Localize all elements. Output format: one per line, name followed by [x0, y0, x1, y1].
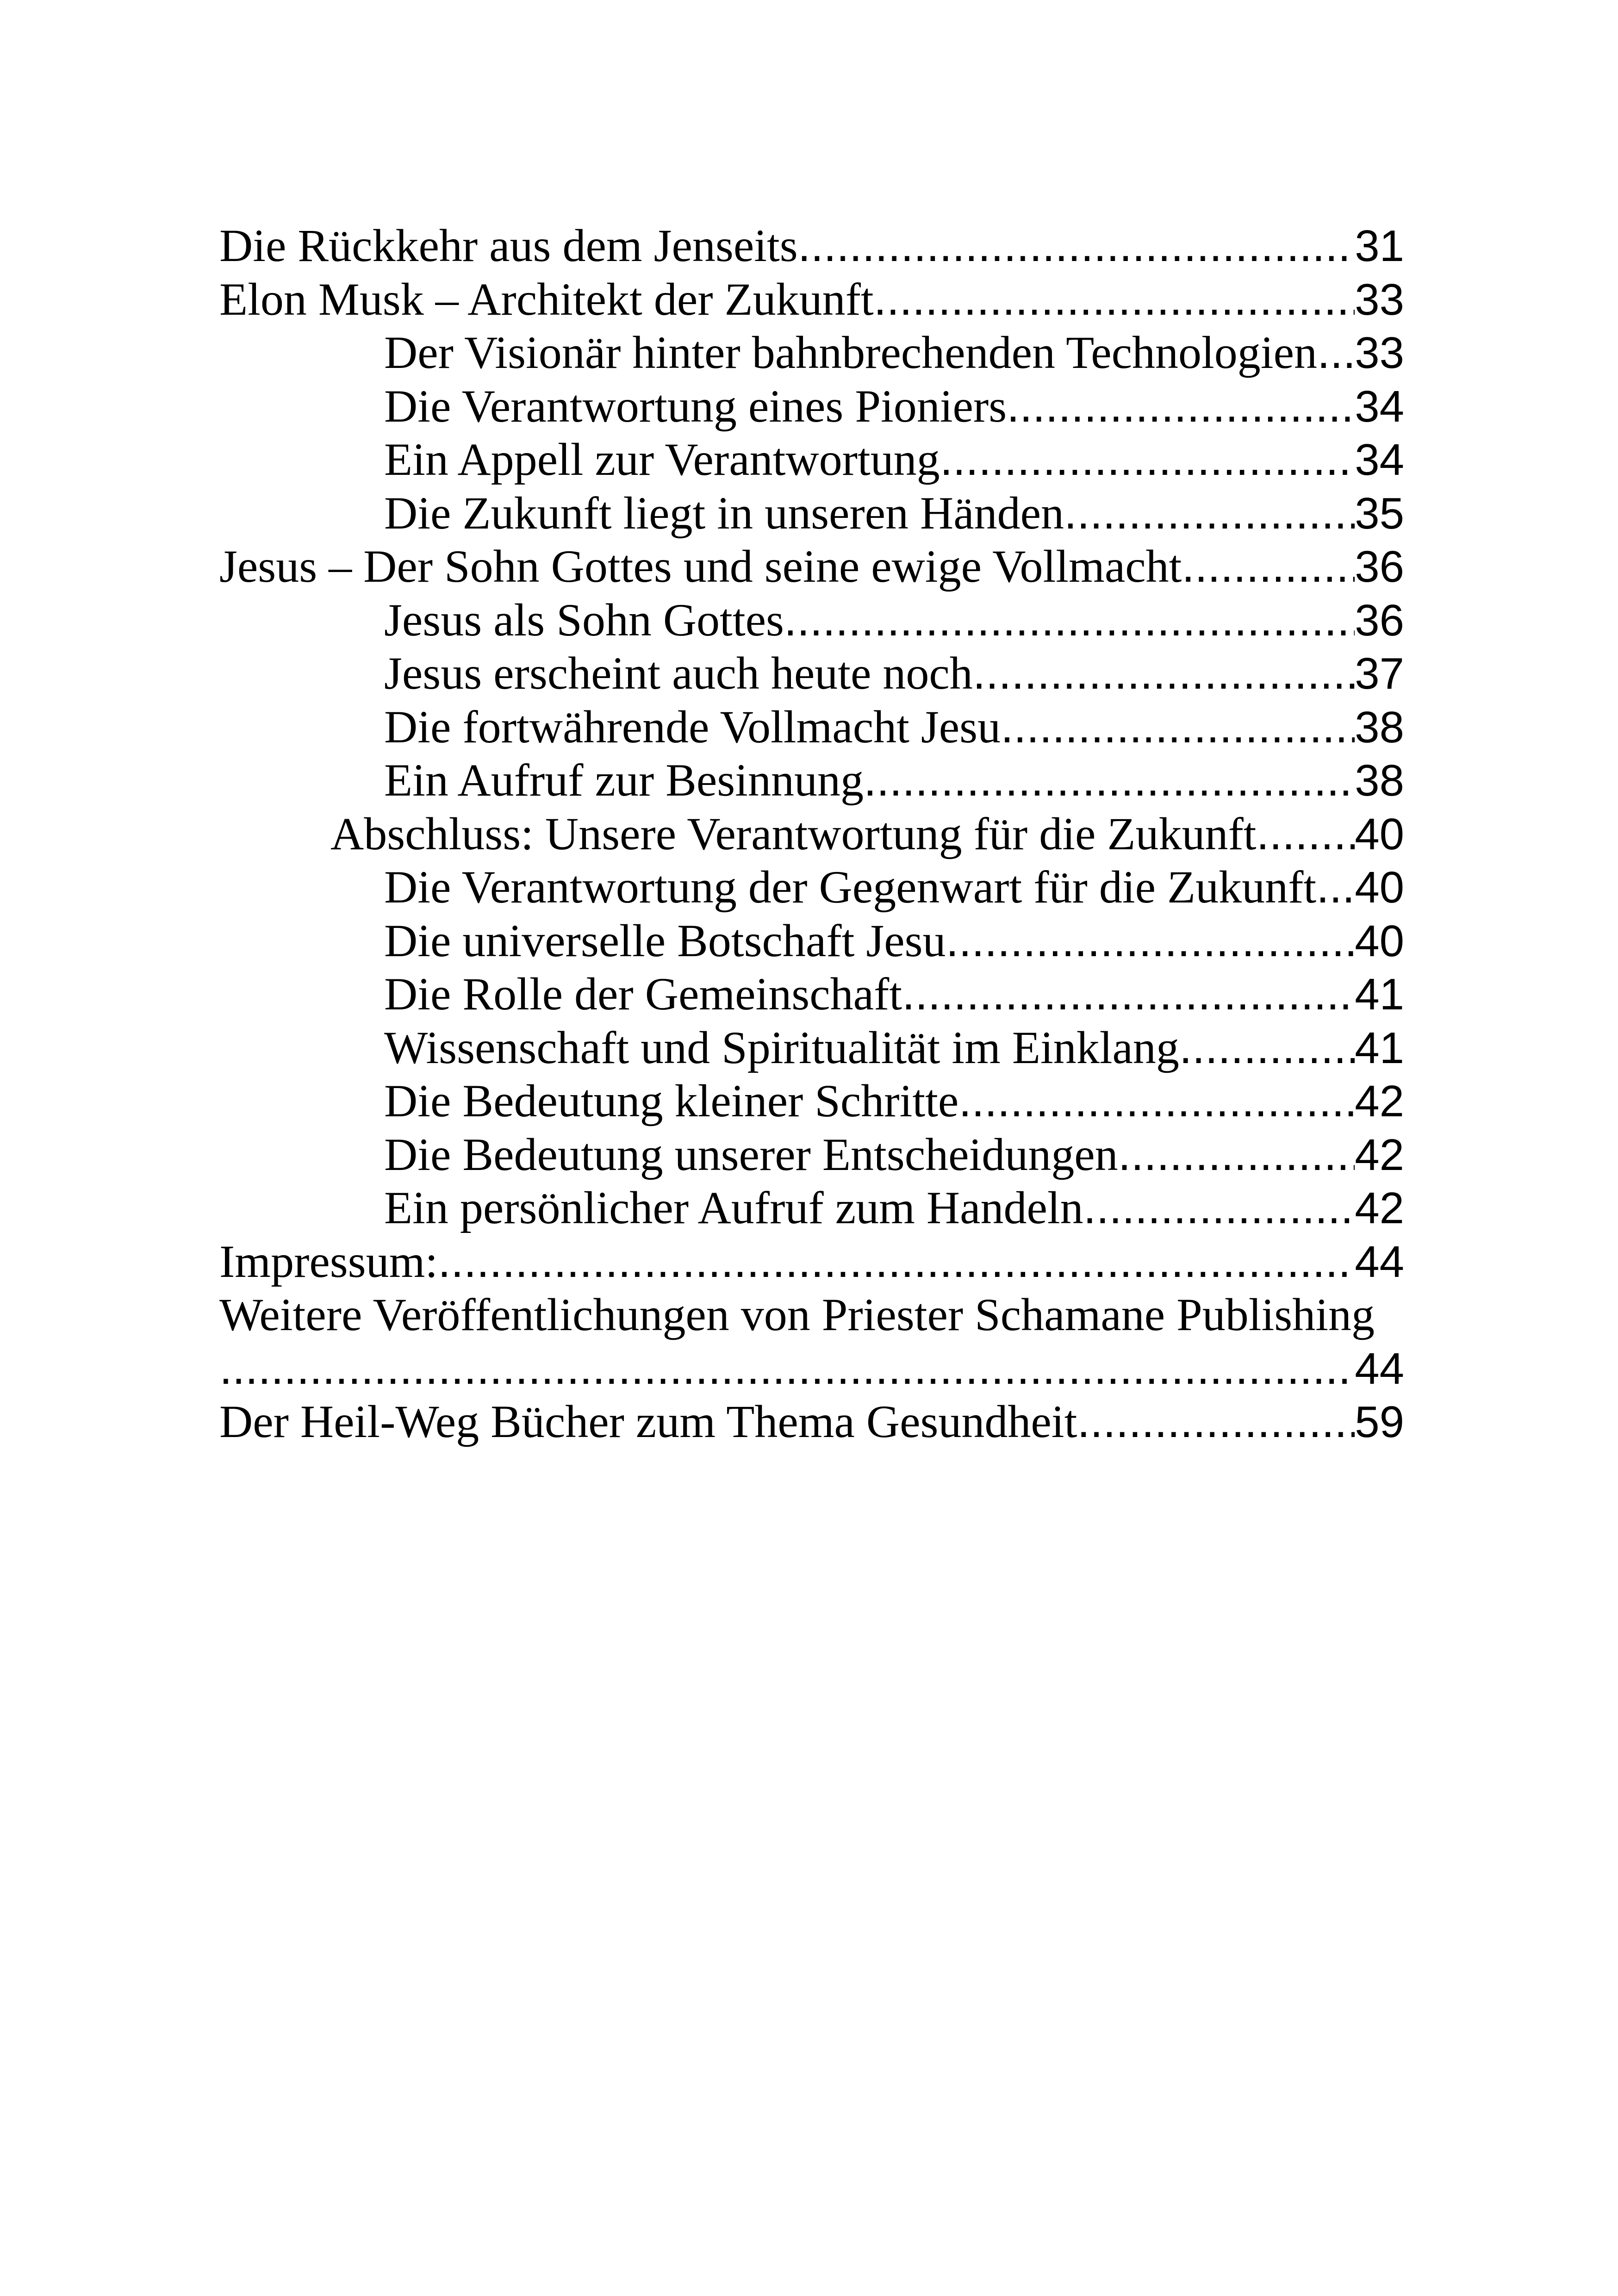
toc-entry-page: 33	[1355, 328, 1404, 378]
toc-entry-page: 36	[1355, 542, 1404, 591]
toc-dot-leader	[1257, 807, 1355, 861]
toc-entry-page: 37	[1355, 649, 1404, 698]
toc-entry-page: 34	[1355, 381, 1404, 431]
toc-entry-title: Der Heil-Weg Bücher zum Thema Gesundheit	[219, 1396, 1077, 1447]
toc-entry-page: 33	[1355, 274, 1404, 324]
toc-entry[interactable]	[219, 700, 1404, 754]
toc-entry-title: Jesus – Der Sohn Gottes und seine ewige Vollmacht	[219, 541, 1182, 592]
toc-entry-title: Die Verantwortung eines Pioniers	[384, 380, 1007, 432]
toc-entry[interactable]	[219, 1021, 1404, 1075]
toc-dot-leader	[1317, 326, 1355, 380]
toc-entry[interactable]	[219, 219, 1404, 273]
toc-entry-page: 38	[1355, 702, 1404, 752]
toc-entry-page: 35	[1355, 488, 1404, 538]
toc-entry-title: Jesus erscheint auch heute noch	[384, 647, 973, 699]
toc-entry[interactable]	[219, 273, 1404, 326]
toc-entry[interactable]	[219, 486, 1404, 540]
toc-dot-leader	[1118, 1128, 1355, 1182]
toc-entry-page: 38	[1355, 756, 1404, 805]
toc-entry-page: 42	[1355, 1076, 1404, 1126]
toc-entry-title: Weitere Veröffentlichungen von Priester Schamane Publishing	[219, 1289, 1375, 1340]
toc-dot-leader	[946, 914, 1355, 968]
toc-entry-continuation	[219, 1342, 1404, 1395]
toc-dot-leader	[1001, 700, 1355, 754]
toc-entry-page: 41	[1355, 1023, 1404, 1073]
toc-entry-title: Ein Appell zur Verantwortung	[384, 434, 940, 485]
toc-entry[interactable]	[219, 326, 1404, 380]
table-of-contents	[219, 219, 1404, 1449]
toc-entry-title-line	[219, 1288, 1404, 1342]
toc-entry[interactable]	[219, 914, 1404, 968]
toc-entry-title: Die universelle Botschaft Jesu	[384, 915, 946, 966]
toc-entry-title: Ein Aufruf zur Besinnung	[384, 754, 864, 806]
toc-entry-title: Wissenschaft und Spiritualität im Einklang	[384, 1021, 1179, 1073]
toc-entry-title: Die Zukunft liegt in unseren Händen	[384, 487, 1064, 539]
toc-entry[interactable]	[219, 433, 1404, 486]
toc-entry-title: Abschluss: Unsere Verantwortung für die Zukunft	[330, 808, 1257, 859]
toc-entry-page: 34	[1355, 435, 1404, 485]
toc-entry[interactable]	[219, 540, 1404, 593]
toc-entry-title: Die Verantwortung der Gegenwart für die Zukunft	[384, 861, 1317, 913]
toc-entry[interactable]	[219, 1235, 1404, 1288]
toc-entry-page: 40	[1355, 809, 1404, 859]
toc-entry-title: Der Visionär hinter bahnbrechenden Technologien	[384, 327, 1317, 378]
toc-entry-page: 41	[1355, 970, 1404, 1019]
toc-entry[interactable]	[219, 807, 1404, 861]
toc-entry[interactable]	[219, 1128, 1404, 1182]
toc-entry-page: 36	[1355, 595, 1404, 645]
toc-dot-leader	[1179, 1021, 1355, 1075]
toc-entry-page: 42	[1355, 1183, 1404, 1233]
toc-entry-page: 44	[1355, 1237, 1404, 1287]
toc-dot-leader	[798, 219, 1355, 273]
toc-dot-leader	[438, 1235, 1355, 1288]
toc-entry-title: Jesus als Sohn Gottes	[384, 594, 784, 646]
toc-dot-leader	[874, 273, 1355, 326]
toc-dot-leader	[1007, 380, 1355, 433]
toc-entry-title: Elon Musk – Architekt der Zukunft	[219, 273, 874, 325]
toc-dot-leader	[1182, 540, 1355, 593]
toc-dot-leader	[219, 1342, 1355, 1395]
toc-entry-title: Die Bedeutung unserer Entscheidungen	[384, 1128, 1118, 1180]
toc-dot-leader	[973, 647, 1355, 700]
toc-entry[interactable]	[219, 1181, 1404, 1235]
toc-entry-title: Die Rückkehr aus dem Jenseits	[219, 220, 798, 271]
toc-entry[interactable]	[219, 1395, 1404, 1449]
toc-entry-page: 40	[1355, 863, 1404, 912]
toc-entry[interactable]	[219, 1074, 1404, 1128]
toc-dot-leader	[784, 593, 1355, 647]
toc-dot-leader	[1316, 860, 1355, 914]
toc-entry[interactable]	[219, 967, 1404, 1021]
toc-dot-leader	[958, 1074, 1355, 1128]
toc-entry-title: Impressum:	[219, 1235, 438, 1287]
toc-dot-leader	[1064, 486, 1355, 540]
toc-entry[interactable]	[219, 593, 1404, 647]
toc-dot-leader	[864, 753, 1355, 807]
toc-entry[interactable]	[219, 860, 1404, 914]
toc-entry-title: Die fortwährende Vollmacht Jesu	[384, 701, 1001, 753]
toc-entry-page: 40	[1355, 916, 1404, 966]
toc-entry-page: 44	[1355, 1344, 1404, 1394]
toc-dot-leader	[1077, 1395, 1355, 1449]
toc-dot-leader	[1083, 1181, 1355, 1235]
toc-entry[interactable]	[219, 380, 1404, 433]
toc-entry-page: 42	[1355, 1130, 1404, 1180]
toc-entry-title: Ein persönlicher Aufruf zum Handeln	[384, 1182, 1083, 1233]
toc-entry-title: Die Bedeutung kleiner Schritte	[384, 1075, 959, 1126]
toc-entry-page: 59	[1355, 1397, 1404, 1447]
toc-entry-title: Die Rolle der Gemeinschaft	[384, 968, 902, 1020]
toc-entry-page: 31	[1355, 221, 1404, 271]
toc-entry[interactable]	[219, 647, 1404, 700]
toc-entry[interactable]	[219, 753, 1404, 807]
toc-entry-wrapped[interactable]	[219, 1288, 1404, 1395]
toc-dot-leader	[902, 967, 1355, 1021]
toc-dot-leader	[940, 433, 1355, 486]
